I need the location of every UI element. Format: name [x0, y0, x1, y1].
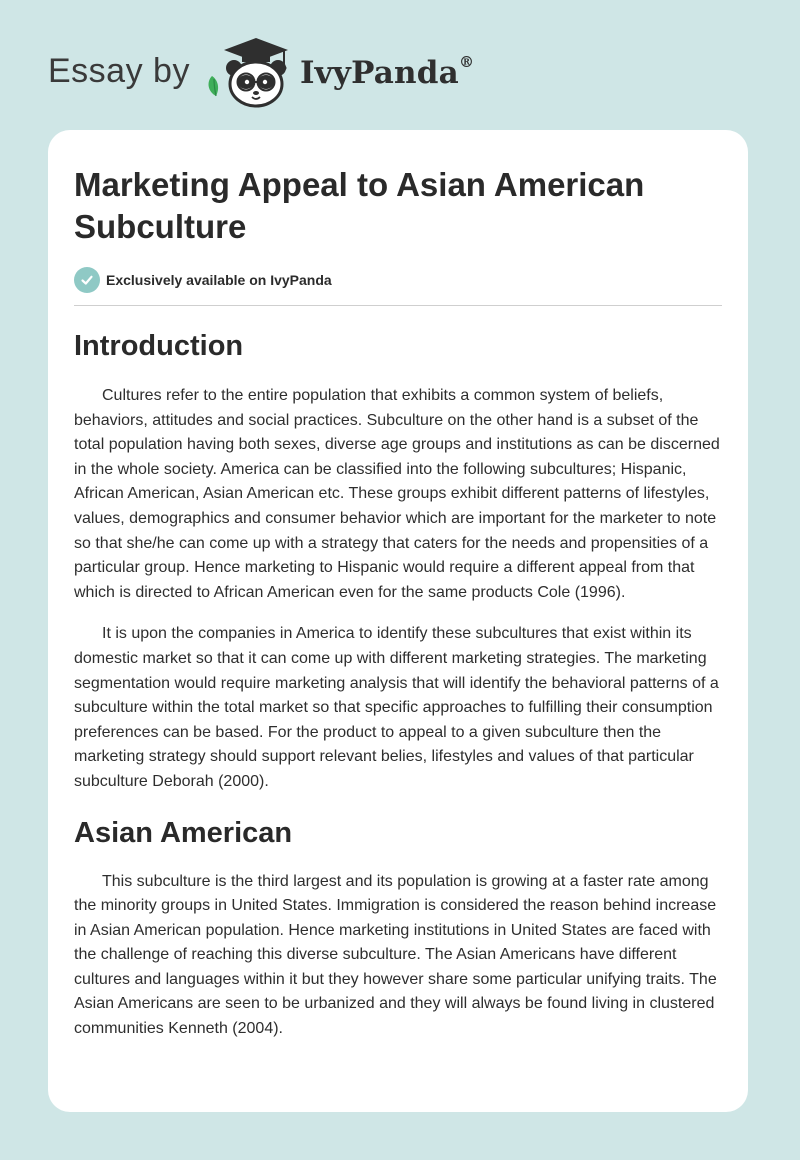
section-heading-asian-american: Asian American	[74, 816, 293, 849]
paragraph: Cultures refer to the entire population that exhibits a common system of beliefs, behaviors, attitudes and social practices. Subculture on the other hand is a subset of the total population having both sexes, diverse age groups and institutions as can be discerned in the whole society. America can be classified into the following subcultures; Hispanic, African American, Asian American etc. These groups exhibit different patterns of lifestyles, values, demographics and consumer behavior which are important for the marketer to note so that she/he can come up with a strategy that caters for the needs and propensities of a particular group. Hence marketing to Hispanic would require a different appeal from that which is directed to African American even for the same products Cole (1996).	[74, 387, 720, 601]
section-heading-introduction: Introduction	[74, 330, 244, 362]
panda-graduate-logo-icon[interactable]	[204, 32, 296, 110]
site-header	[48, 32, 474, 110]
page-title: Marketing Appeal to Asian American Subculture	[74, 166, 645, 245]
paragraph: This subculture is the third largest and its population is growing at a faster rate among the minority groups in United States. Immigration is considered the reason behind increase in Asian American population. Hence marketing institutions in United States are faced with the challenge of reaching this diverse subculture. The Asian Americans have different cultures and languages within it but they however share some particular unifying traits. The Asian Americans are seen to be urbanized and they will always be found living in clustered communities Kenneth (2004).	[74, 872, 717, 1038]
divider	[74, 305, 722, 306]
essay-by-label: Essay by	[48, 52, 190, 90]
brand-text: IvyPanda	[299, 54, 459, 91]
exclusive-badge	[74, 266, 722, 294]
brand-name[interactable]	[299, 53, 475, 91]
essay-card	[48, 130, 748, 1112]
badge-label: Exclusively available on IvyPanda	[106, 272, 332, 288]
checkmark-icon	[74, 267, 100, 293]
registered-mark: ®	[458, 53, 475, 72]
paragraph: It is upon the companies in America to identify these subcultures that exist within its domestic market so that it can come up with different marketing strategies. The marketing segmentation would require marketing analysis that will identify the behavioral patterns of a subculture within the total market so that specific approaches to fulfilling their consumption preferences can be based. For the product to appeal to a given subculture then the marketing strategy should support relevant belies, lifestyles and values of that particular subculture Deborah (2000).	[74, 625, 719, 790]
